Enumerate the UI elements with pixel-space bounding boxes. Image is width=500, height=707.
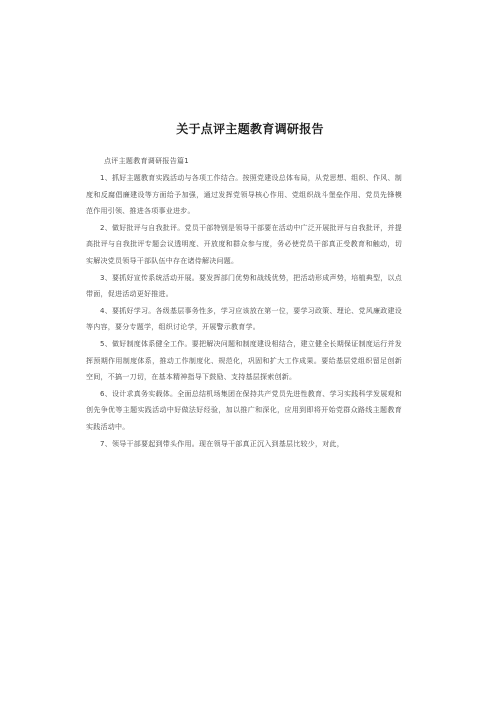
- paragraph-4: 4、要抓好学习。各级基层事务性多，学习应该放在第一位，要学习政策、理论、党风廉政建设等内容，要分专题学，组织讨论学，开展警示教育学。: [86, 306, 402, 332]
- paragraph-5: 5、做好制度体系健全工作。要把解决问题和制度建设相结合，建立健全长期保证制度运行并发挥预期作用制度体系，推动工作制度化、规范化，巩固和扩大工作成果。要给基层党组织留足创新空间，不搞一刀切，在基本精神指导下鼓励、支持基层探索创新。: [86, 339, 402, 382]
- paragraph-2: 2、做好批评与自我批评。党员干部特别是领导干部要在活动中广泛开展批评与自我批评，并提高批评与自我批评专题会议透明度、开放度和群众参与度，务必使党员干部真正受教育和触动，切实解决党员领导干部队伍中存在诸侍解决问题。: [86, 223, 402, 265]
- document-body: [86, 170, 402, 452]
- paragraph-7: 7、领导干部要起到带头作用。现在领导干部真正沉入到基层比较少，对此，: [100, 439, 344, 448]
- document-subtitle: 点评主题教育调研报告篇1: [104, 157, 190, 165]
- paragraph-1: 1、抓好主题教育实践活动与各项工作结合。按照党建设总体布局，从党思想、组织、作风、制度和反腐倡廉建设等方面给予加强，通过发挥党领导核心作用、党组织战斗堡垒作用、党员先锋模范作用引领、推进各项事业进步。: [86, 174, 402, 216]
- document-title: 关于点评主题教育调研报告: [176, 122, 324, 136]
- paragraph-6: 6、设计求真务实载体。全面总结机场集团在保持共产党员先进性教育、学习实践科学发展观和创先争优等主题实践活动中好做法好经验，加以推广和深化，应用到即将开始党群众路线主题教育实践活动中。: [86, 389, 402, 431]
- paragraph-3: 3、要抓好宣传系统活动开展。要发挥部门优势和战线优势，把活动形成声势，培植典型，以点带面，促进活动更好推进。: [86, 273, 402, 299]
